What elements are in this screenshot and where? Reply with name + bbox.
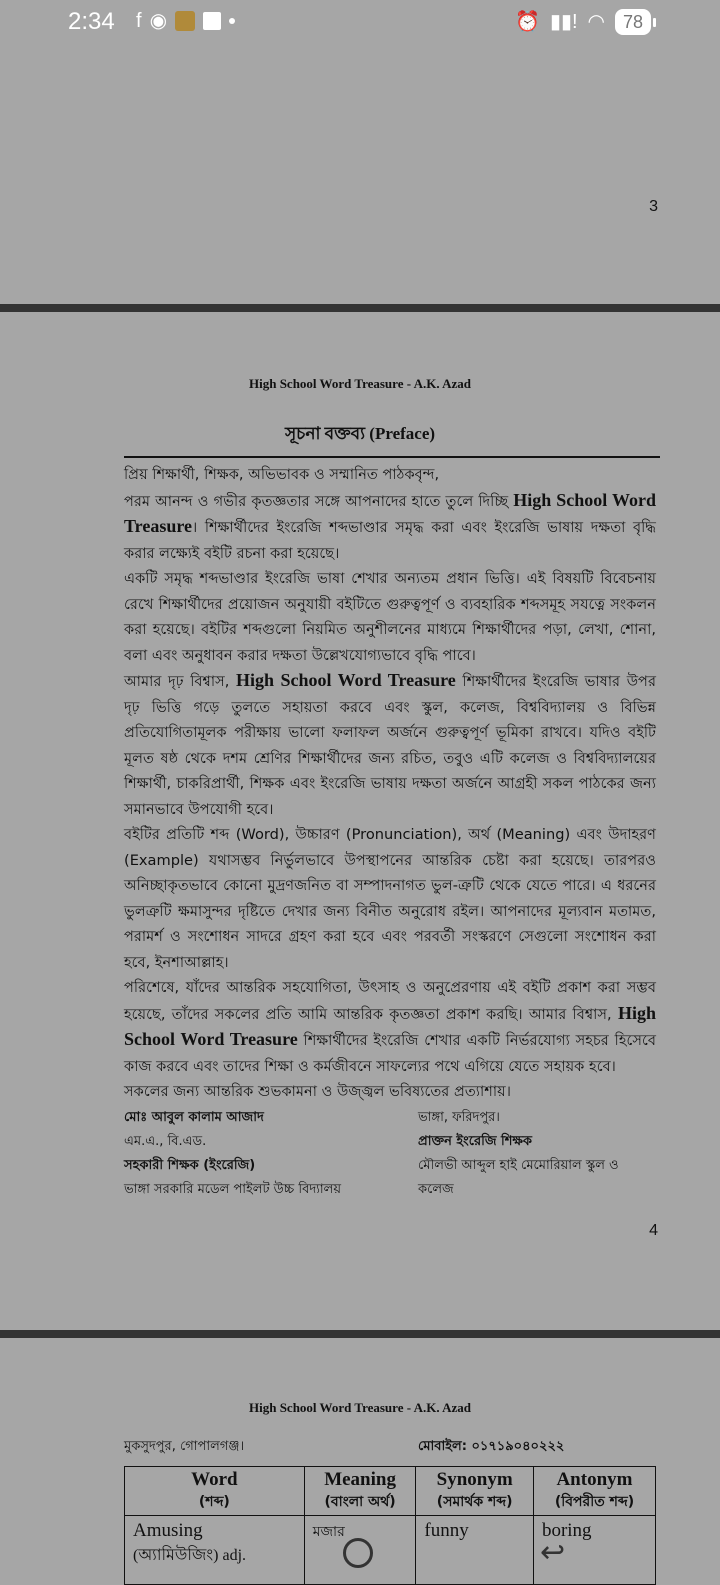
author-ex-role: প্রাক্তন ইংরেজি শিক্ষক: [418, 1134, 533, 1149]
square-icon: [203, 12, 221, 30]
phone: মোবাইল: ০১৭১৯০৪০২২২: [418, 1439, 565, 1454]
author-ex-school-2: কলেজ: [418, 1182, 454, 1197]
author-school: ভাঙ্গা সরকারি মডেল পাইলট উচ্চ বিদ্যালয়: [124, 1182, 342, 1197]
page-header: High School Word Treasure - A.K. Azad: [249, 376, 471, 391]
paragraph: পরিশেষে, যাঁদের আন্তরিক সহযোগিতা, উৎসাহ ও অনুপ্রেরণায় এই বইটি প্রকাশ করা সম্ভব হয়েছে, তাঁদের সকলের প্রতি আমি আন্তরিক কৃতজ্ঞতা প্রকাশ করছি। আমার বিশ্বাস, High School Word Treasure শিক্ষার্থীদের ইংরেজি শেখার একটি নির্ভরযোগ্য সহচর হিসেবে কাজ করবে এবং তাদের শিক্ষা ও কর্মজীবনে সাফল্যের পথে এগিয়ে যেতে সহায়ক হবে।: [124, 979, 656, 1075]
home-button[interactable]: [343, 1538, 373, 1568]
antonym-cell: boring: [533, 1516, 655, 1585]
wifi-icon: ◠: [587, 11, 605, 33]
alarm-icon: ⏰: [515, 11, 540, 33]
page-number: 3: [649, 198, 658, 215]
battery-indicator: 78: [615, 9, 651, 35]
synonym-cell: funny: [416, 1516, 534, 1585]
column-header: Word (শব্দ): [125, 1467, 305, 1516]
preface-body: [124, 462, 656, 1105]
title-rule: [124, 456, 660, 458]
column-header: Antonym (বিপরীত শব্দ): [533, 1467, 655, 1516]
facebook-icon: f: [136, 10, 142, 32]
system-icons: [515, 9, 656, 35]
notification-icons: [136, 10, 235, 32]
status-bar: [0, 0, 720, 44]
messenger-icon: ◉: [149, 10, 168, 32]
paragraph: পরম আনন্দ ও গভীর কৃতজ্ঞতার সঙ্গে আপনাদের হাতে তুলে দিচ্ছি High School Word Treasure। শিক্ষার্থীদের ইংরেজি শব্দভাণ্ডার সমৃদ্ধ করা এবং ইংরেজি ভাষায় দক্ষতা বৃদ্ধি করার লক্ষ্যেই বইটি রচনা করা হয়েছে।: [124, 489, 656, 562]
author-degree: এম.এ., বি.এড.: [124, 1134, 207, 1149]
page-header: High School Word Treasure - A.K. Azad: [249, 1400, 471, 1415]
signature-right: [418, 1106, 658, 1202]
author-name: মোঃ আবুল কালাম আজাদ: [124, 1110, 264, 1125]
page-number: 4: [649, 1222, 658, 1239]
table-row: [125, 1516, 656, 1585]
preface-title: সূচনা বক্তব্য (Preface): [284, 424, 436, 443]
word-cell: Amusing (অ্যামিউজিং) adj.: [125, 1516, 305, 1585]
column-header: Synonym (সমার্থক শব্দ): [416, 1467, 534, 1516]
address: মুকসুদপুর, গোপালগঞ্জ।: [124, 1439, 245, 1454]
clock: 2:34: [68, 8, 115, 35]
author-role: সহকারী শিক্ষক (ইংরেজি): [124, 1158, 256, 1173]
column-header: Meaning (বাংলা অর্থ): [304, 1467, 416, 1516]
paragraph: আমার দৃঢ় বিশ্বাস, High School Word Treasure শিক্ষার্থীদের ইংরেজি ভাষার উপর দৃঢ় ভিত্তি গড়ে তুলতে সহায়তা করবে এবং স্কুল, কলেজ, বিশ্ববিদ্যালয় ও বিভিন্ন প্রতিযোগিতামূলক পরীক্ষায় ভালো ফলাফল অর্জনে গুরুত্বপূর্ণ ভূমিকা রাখবে। যদিও বইটি মূলত ষষ্ঠ থেকে দশম শ্রেণির শিক্ষার্থীদের জন্য রচিত, তবুও এটি কলেজ ও বিশ্ববিদ্যালয়ের শিক্ষার্থী, চাকরিপ্রার্থী, শিক্ষক এবং ইংরেজি ভাষায় দক্ষতা অর্জনে আগ্রহী সকল পাঠকের জন্য সমানভাবে উপযোগী হবে।: [124, 670, 656, 818]
paragraph: একটি সমৃদ্ধ শব্দভাণ্ডার ইংরেজি ভাষা শেখার অন্যতম প্রধান ভিত্তি। এই বিষয়টি বিবেচনায় রেখে শিক্ষার্থীদের প্রয়োজন অনুযায়ী বইটিতে গুরুত্বপূর্ণ ও ব্যবহারিক শব্দসমূহ সযত্নে সংকলন করা হয়েছে। বইটির শব্দগুলো নিয়মিত অনুশীলনের মাধ্যমে শিক্ষার্থীদের পড়া, লেখা, শোনা, বলা এবং অনুধাবন করার দক্ষতা উল্লেখযোগ্যভাবে বৃদ্ধি পাবে।: [124, 570, 656, 664]
author-place: ভাঙ্গা, ফরিদপুর।: [418, 1110, 500, 1125]
meaning-cell: মজার: [304, 1516, 416, 1585]
paragraph: সকলের জন্য আন্তরিক শুভকামনা ও উজ্জ্বল ভবিষ্যতের প্রত্যাশায়।: [124, 1083, 511, 1100]
page-divider: [0, 1330, 720, 1338]
app-icon: [175, 11, 195, 31]
table-header-row: [125, 1467, 656, 1516]
paragraph: প্রিয় শিক্ষার্থী, শিক্ষক, অভিভাবক ও সম্মানিত পাঠকবৃন্দ,: [124, 466, 440, 483]
dot-icon: [229, 18, 235, 24]
back-button[interactable]: ↩: [540, 1535, 566, 1570]
paragraph: বইটির প্রতিটি শব্দ (Word), উচ্চারণ (Pronunciation), অর্থ (Meaning) এবং উদাহরণ (Example) যথাসম্ভব নির্ভুলভাবে উপস্থাপনের আন্তরিক চেষ্টা করা হয়েছে। তারপরও অনিচ্ছাকৃতভাবে কোনো মুদ্রণজনিত বা সম্পাদনাগত ভুল-ত্রুটি থেকে যেতে পারে। এ ধরনের ভুলত্রুটি ক্ষমাসুন্দর দৃষ্টিতে দেখার জন্য বিনীত অনুরোধ রইল। আপনাদের মূল্যবান মতামত, পরামর্শ ও সংশোধন সাদরে গ্রহণ করা হবে এবং পরবর্তী সংস্করণে সেগুলো সংশোধন করা হবে, ইনশাআল্লাহ।: [124, 826, 656, 971]
page-divider: [0, 304, 720, 312]
battery-tip: [653, 18, 656, 27]
signature-left: [124, 1106, 341, 1202]
word-table: [124, 1466, 656, 1585]
signal-icon: ▮▮!: [549, 11, 578, 33]
author-ex-school: মৌলভী আব্দুল হাই মেমোরিয়াল স্কুল ও: [418, 1158, 619, 1173]
